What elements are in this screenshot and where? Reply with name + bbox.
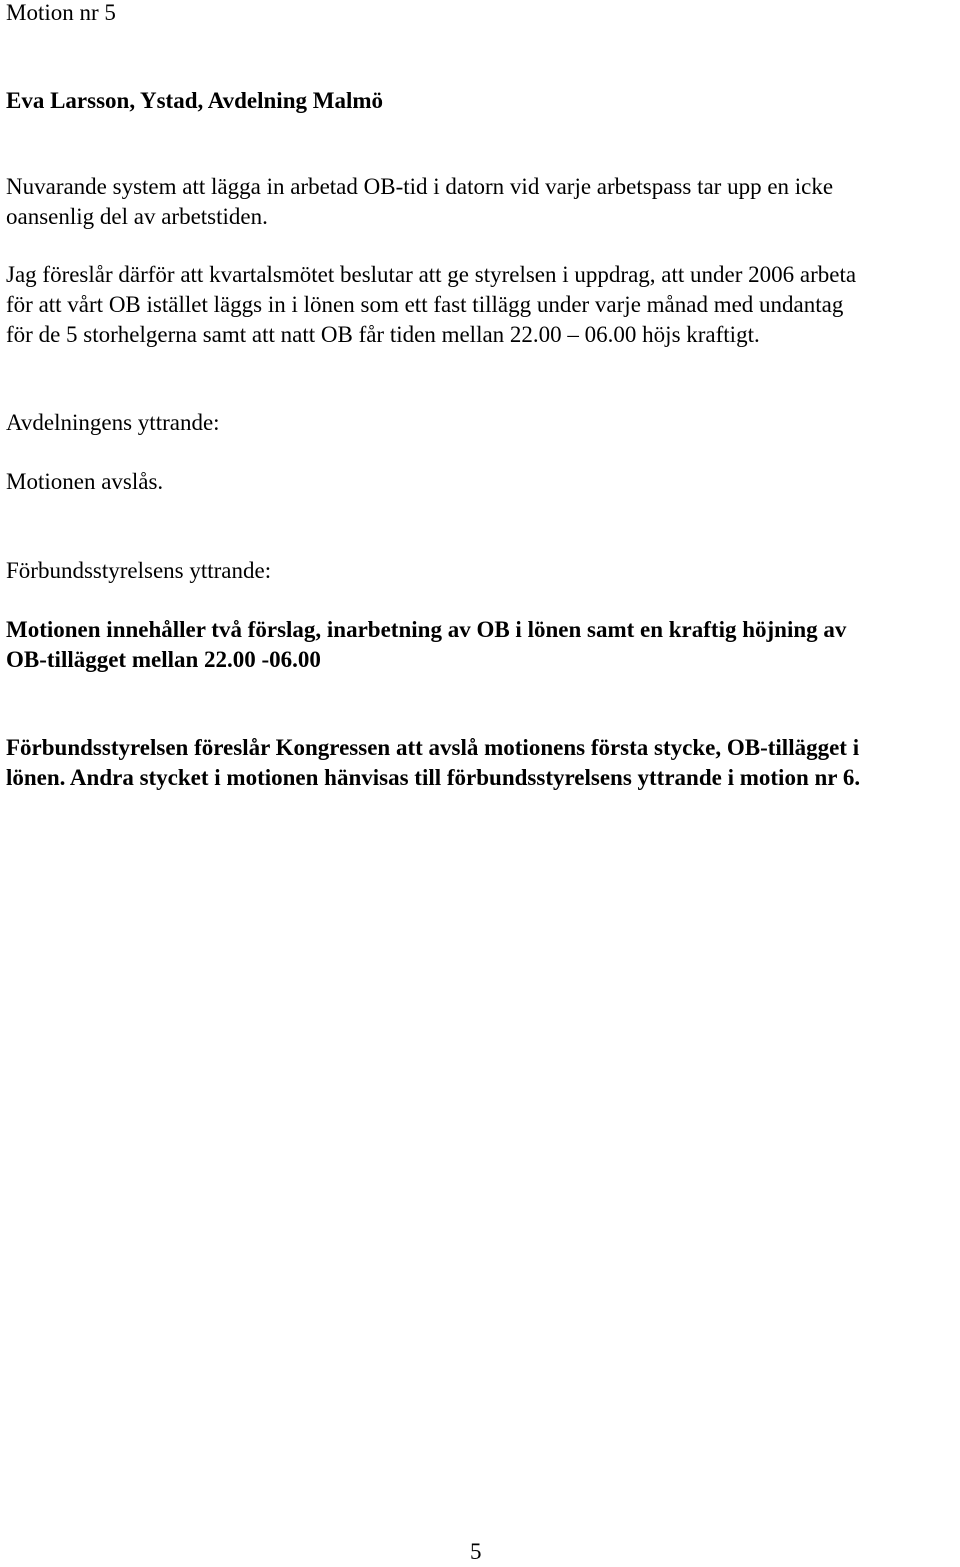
proposal-line: för att vårt OB istället läggs in i lönen som ett fast tillägg under varje månad med undantag	[6, 292, 844, 317]
motion-title: Motion nr 5	[6, 0, 116, 25]
board-proposal-line: lönen. Andra stycket i motionen hänvisas till förbundsstyrelsens yttrande i motion nr 6.	[6, 765, 861, 790]
board-statement-line: OB-tillägget mellan 22.00 -06.00	[6, 647, 321, 672]
branch-statement: Motionen avslås.	[6, 469, 164, 494]
author-line: Eva Larsson, Ystad, Avdelning Malmö	[6, 88, 383, 113]
proposal-line: för de 5 storhelgerna samt att natt OB får tiden mellan 22.00 – 06.00 höjs kraftigt.	[6, 322, 760, 347]
intro-line: Nuvarande system att lägga in arbetad OB-tid i datorn vid varje arbetspass tar upp en icke	[6, 174, 834, 199]
branch-heading: Avdelningens yttrande:	[6, 410, 220, 435]
board-statement-paragraph	[6, 615, 960, 675]
intro-line: oansenlig del av arbetstiden.	[6, 204, 268, 229]
board-proposal-paragraph	[6, 733, 960, 793]
page-number: 5	[470, 1539, 482, 1564]
proposal-paragraph	[6, 260, 960, 350]
board-proposal-line: Förbundsstyrelsen föreslår Kongressen att avslå motionens första stycke, OB-tillägget i	[6, 735, 860, 760]
intro-paragraph	[6, 172, 960, 232]
board-statement-line: Motionen innehåller två förslag, inarbetning av OB i lönen samt en kraftig höjning av	[6, 617, 847, 642]
board-heading: Förbundsstyrelsens yttrande:	[6, 558, 272, 583]
proposal-line: Jag föreslår därför att kvartalsmötet beslutar att ge styrelsen i uppdrag, att under 2006 arbeta	[6, 262, 857, 287]
